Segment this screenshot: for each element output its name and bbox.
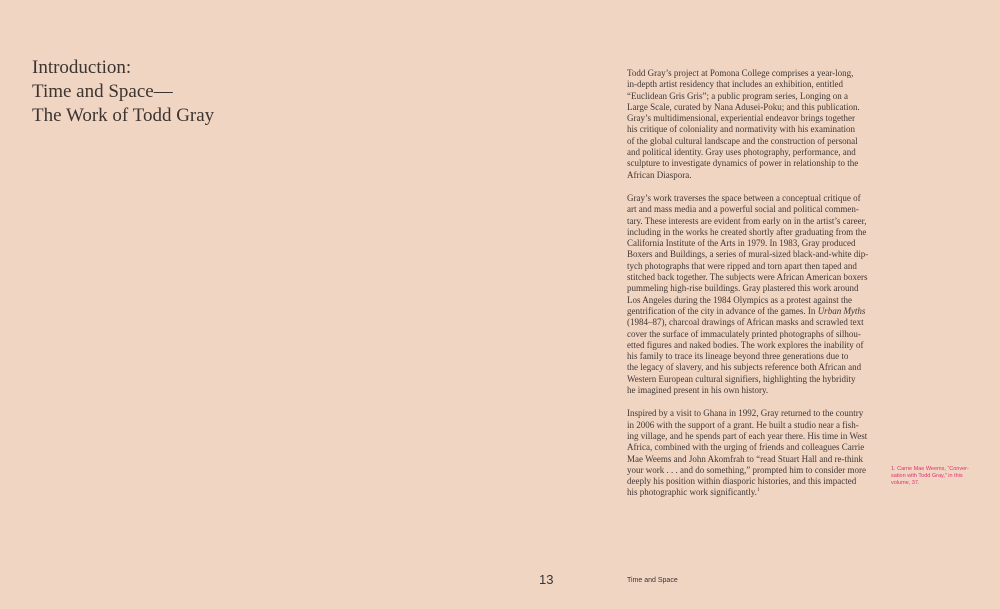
text-line: tych photographs that were ripped and torn apart then taped and xyxy=(627,260,857,271)
text-line: of the global cultural landscape and the construction of personal xyxy=(627,135,858,146)
body-text-column xyxy=(627,68,877,511)
footnote-line: sation with Todd Gray,” in this xyxy=(891,473,963,479)
text-line: art and mass media and a powerful social and political commen- xyxy=(627,204,859,215)
text-line-start: gentrification of the city in advance of the games. In xyxy=(627,305,818,316)
text-line: California Institute of the Arts in 1979. In 1983, Gray produced xyxy=(627,238,856,249)
text-line: Los Angeles during the 1984 Olympics as a protest against the xyxy=(627,294,852,305)
text-line: Mae Weems and John Akomfrah to “read Stuart Hall and re-think xyxy=(627,453,864,464)
footnote-line: 1. Carrie Mae Weems, “Conver- xyxy=(891,466,969,472)
text-line: deeply his position within diasporic histories, and this impacted xyxy=(627,476,857,487)
text-line: (1984–87), charcoal drawings of African masks and scrawled text xyxy=(627,317,864,328)
text-line: “Euclidean Gris Gris”; a public program series, Longing on a xyxy=(627,90,848,101)
artwork-title-urban-myths: Urban Myths xyxy=(817,305,866,316)
text-line xyxy=(627,487,877,498)
footnote-line: volume, 37. xyxy=(891,480,920,486)
chapter-title-line-1: Introduction: xyxy=(32,57,132,78)
text-line: Africa, combined with the urging of friends and colleagues Carrie xyxy=(627,442,865,453)
footnote-reference: 1 xyxy=(756,487,760,494)
text-line: his family to trace its lineage beyond three generations due to xyxy=(627,351,849,362)
text-line: Inspired by a visit to Ghana in 1992, Gray returned to the country xyxy=(627,408,864,419)
text-line: the legacy of slavery, and his subjects reference both African and xyxy=(627,362,862,373)
text-line: cover the surface of immaculately printed photographs of silhou- xyxy=(627,328,861,339)
chapter-title-line-3: The Work of Todd Gray xyxy=(32,105,215,126)
text-line: African Diaspora. xyxy=(627,169,692,180)
page-number: 13 xyxy=(539,572,554,587)
text-line: Gray’s work traverses the space between a conceptual critique of xyxy=(627,192,861,203)
chapter-title-line-2: Time and Space— xyxy=(32,81,173,102)
text-line: Large Scale, curated by Nana Adusei-Poku; and this publication. xyxy=(627,101,860,112)
chapter-title xyxy=(32,56,332,128)
text-line: pummeling high-rise buildings. Gray plastered this work around xyxy=(627,283,859,294)
text-line: he imagined present in his own history. xyxy=(627,385,769,396)
text-line: his critique of coloniality and normativity with his examination xyxy=(627,124,855,135)
text-line: and political identity. Gray uses photography, performance, and xyxy=(627,147,856,158)
paragraph-3 xyxy=(627,408,877,498)
text-line: Gray’s multidimensional, experiential endeavor brings together xyxy=(627,113,855,124)
text-line: your work . . . and do something,” prompted him to consider more xyxy=(627,464,866,475)
text-line: Western European cultural signifiers, highlighting the hybridity xyxy=(627,373,856,384)
text-line-end: his photographic work significantly. xyxy=(627,487,757,498)
text-line: Todd Gray’s project at Pomona College comprises a year-long, xyxy=(627,68,854,78)
text-line: tary. These interests are evident from early on in the artist’s career, xyxy=(627,215,867,226)
text-line: etted figures and naked bodies. The work explores the inability of xyxy=(627,339,864,350)
text-line: Boxers and Buildings, a series of mural-sized black-and-white dip- xyxy=(627,249,869,260)
paragraph-1 xyxy=(627,68,877,181)
text-line: including in the works he created shortly after graduating from the xyxy=(627,226,867,237)
running-head: Time and Space xyxy=(627,577,678,584)
text-line: in-depth artist residency that includes an exhibition, entitled xyxy=(627,79,843,90)
text-line: sculpture to investigate dynamics of power in relationship to the xyxy=(627,158,859,169)
text-line: ing village, and he spends part of each year there. His time in West xyxy=(627,430,868,441)
text-line: in 2006 with the support of a grant. He built a studio near a fish- xyxy=(627,419,859,430)
text-line xyxy=(627,306,877,317)
footnote-1 xyxy=(891,466,981,487)
text-line: stitched back together. The subjects were African American boxers xyxy=(627,272,868,283)
paragraph-2 xyxy=(627,193,877,396)
